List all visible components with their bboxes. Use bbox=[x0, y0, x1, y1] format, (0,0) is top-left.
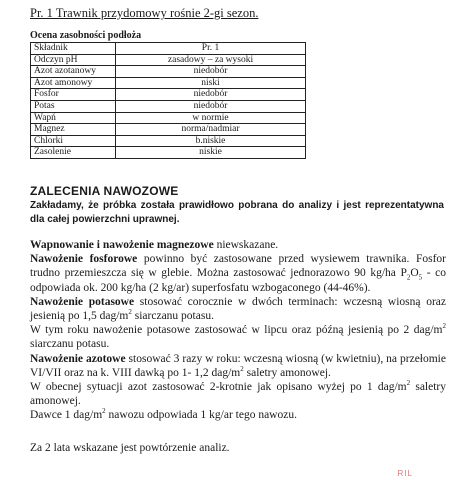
table-cell-value: niedobór bbox=[116, 100, 306, 112]
table-cell-component: Zasolenie bbox=[31, 147, 116, 159]
superscript: 2 bbox=[128, 308, 132, 317]
nitrogen-dose-text: nawozu odpowiada 1 kg/ar tego nawozu. bbox=[105, 409, 297, 422]
soil-assessment-table bbox=[30, 42, 306, 159]
table-cell-component: Chlorki bbox=[31, 135, 116, 147]
table-cell-value: norma/nadmiar bbox=[116, 124, 306, 136]
nitrogen-text: stosować 3 razy w roku: wczesną wiosną (w kwietniu), na przełomie VI/VII oraz na k. VIII dawką po 1- 1,2 dag/m bbox=[30, 352, 446, 379]
nitrogen-note bbox=[30, 380, 446, 408]
liming-paragraph bbox=[30, 238, 446, 252]
superscript: 2 bbox=[442, 322, 446, 331]
recommendations-body bbox=[30, 238, 446, 455]
recommendations-intro: Zakładamy, że próbka została prawidłowo pobrana do analizy i jest reprezentatywna dla całej powierzchni uprawnej. bbox=[30, 200, 444, 225]
table-row bbox=[31, 66, 306, 78]
table-row bbox=[31, 54, 306, 66]
table-cell-value: niskie bbox=[116, 147, 306, 159]
table-row bbox=[31, 77, 306, 89]
stamp-mark: RIL bbox=[397, 469, 413, 478]
potassium-note bbox=[30, 323, 446, 351]
table-row bbox=[31, 124, 306, 136]
phosphorus-text: - co odpowiada ok. 200 kg/ha (2 kg/ar) superfosfatu wzbogaconego (44-46%). bbox=[30, 267, 446, 294]
table-cell-value: w normie bbox=[116, 112, 306, 124]
recommendations-heading: ZALECENIA NAWOZOWE bbox=[30, 184, 179, 198]
table-cell-component: Wapń bbox=[31, 112, 116, 124]
table-cell-component: Odczyn pH bbox=[31, 54, 116, 66]
phosphorus-paragraph bbox=[30, 252, 446, 295]
superscript: 2 bbox=[240, 365, 244, 373]
table-cell-value: zasadowy – za wysoki bbox=[116, 54, 306, 66]
potassium-text: siarczanu potasu. bbox=[131, 310, 214, 323]
table-row bbox=[31, 89, 306, 101]
superscript: 2 bbox=[102, 407, 106, 416]
table-row bbox=[31, 100, 306, 112]
liming-text: niewskazane. bbox=[213, 239, 279, 251]
phosphorus-text: powinno być zastosowane przed wysiewem trawnika. Fosfor trudno przemieszcza się w glebie. Można zastosować jednorazowo 90 kg/ha P bbox=[30, 253, 446, 280]
table-cell-component: Potas bbox=[31, 100, 116, 112]
table-cell-value: b.niskie bbox=[116, 135, 306, 147]
soil-assessment-heading: Ocena zasobności podłoża bbox=[30, 30, 142, 41]
potassium-note-text: W tym roku nawożenie potasowe zastosować w lipcu oraz późną jesienią po 2 dag/m bbox=[30, 324, 443, 337]
nitrogen-note-text: saletry amonowej. bbox=[30, 381, 447, 408]
nitrogen-label: Nawożenie azotowe bbox=[30, 352, 126, 365]
liming-label: Wapnowanie i nawożenie magnezowe bbox=[30, 239, 214, 251]
table-cell-value: niedobór bbox=[116, 66, 306, 78]
potassium-paragraph bbox=[30, 295, 446, 323]
table-row bbox=[31, 112, 306, 124]
nitrogen-paragraph bbox=[30, 352, 446, 380]
table-cell-component: Azot amonowy bbox=[31, 77, 116, 89]
table-cell-component: Azot azotanowy bbox=[31, 66, 116, 78]
table-cell-component: Fosfor bbox=[31, 89, 116, 101]
nitrogen-note-text: W obecnej sytuacji azot zastosować 2-krotnie jak opisano wyżej po 1 dag/m bbox=[30, 381, 407, 394]
table-cell-value: niedobór bbox=[116, 89, 306, 101]
document-title: Pr. 1 Trawnik przydomowy rośnie 2-gi sezon. bbox=[30, 6, 259, 20]
subscript: 2 bbox=[406, 273, 411, 282]
nitrogen-dose-text: Dawce 1 dag/m bbox=[30, 409, 103, 422]
table-header-cell: Składnik bbox=[31, 43, 116, 55]
phosphorus-label: Nawożenie fosforowe bbox=[30, 253, 138, 266]
potassium-note-text: siarczanu potasu. bbox=[30, 338, 110, 351]
table-cell-component: Magnez bbox=[31, 124, 116, 136]
table-row bbox=[31, 135, 306, 147]
potassium-label: Nawożenie potasowe bbox=[30, 295, 135, 308]
nitrogen-dose-note bbox=[30, 408, 446, 422]
closing-note: Za 2 lata wskazane jest powtórzenie analiz. bbox=[30, 441, 230, 454]
superscript: 2 bbox=[406, 379, 411, 388]
subscript: 5 bbox=[418, 273, 423, 282]
table-header-cell: Pr. 1 bbox=[116, 43, 306, 55]
table-cell-value: niski bbox=[116, 77, 306, 89]
table-row bbox=[31, 147, 306, 159]
phosphorus-text: O bbox=[410, 267, 419, 280]
potassium-text: stosować corocznie w dwóch terminach: wczesną wiosną oraz jesienią po 1,5 dag/m bbox=[30, 295, 446, 323]
nitrogen-text: saletry amonowej. bbox=[243, 366, 331, 379]
table-header-row bbox=[31, 43, 306, 55]
